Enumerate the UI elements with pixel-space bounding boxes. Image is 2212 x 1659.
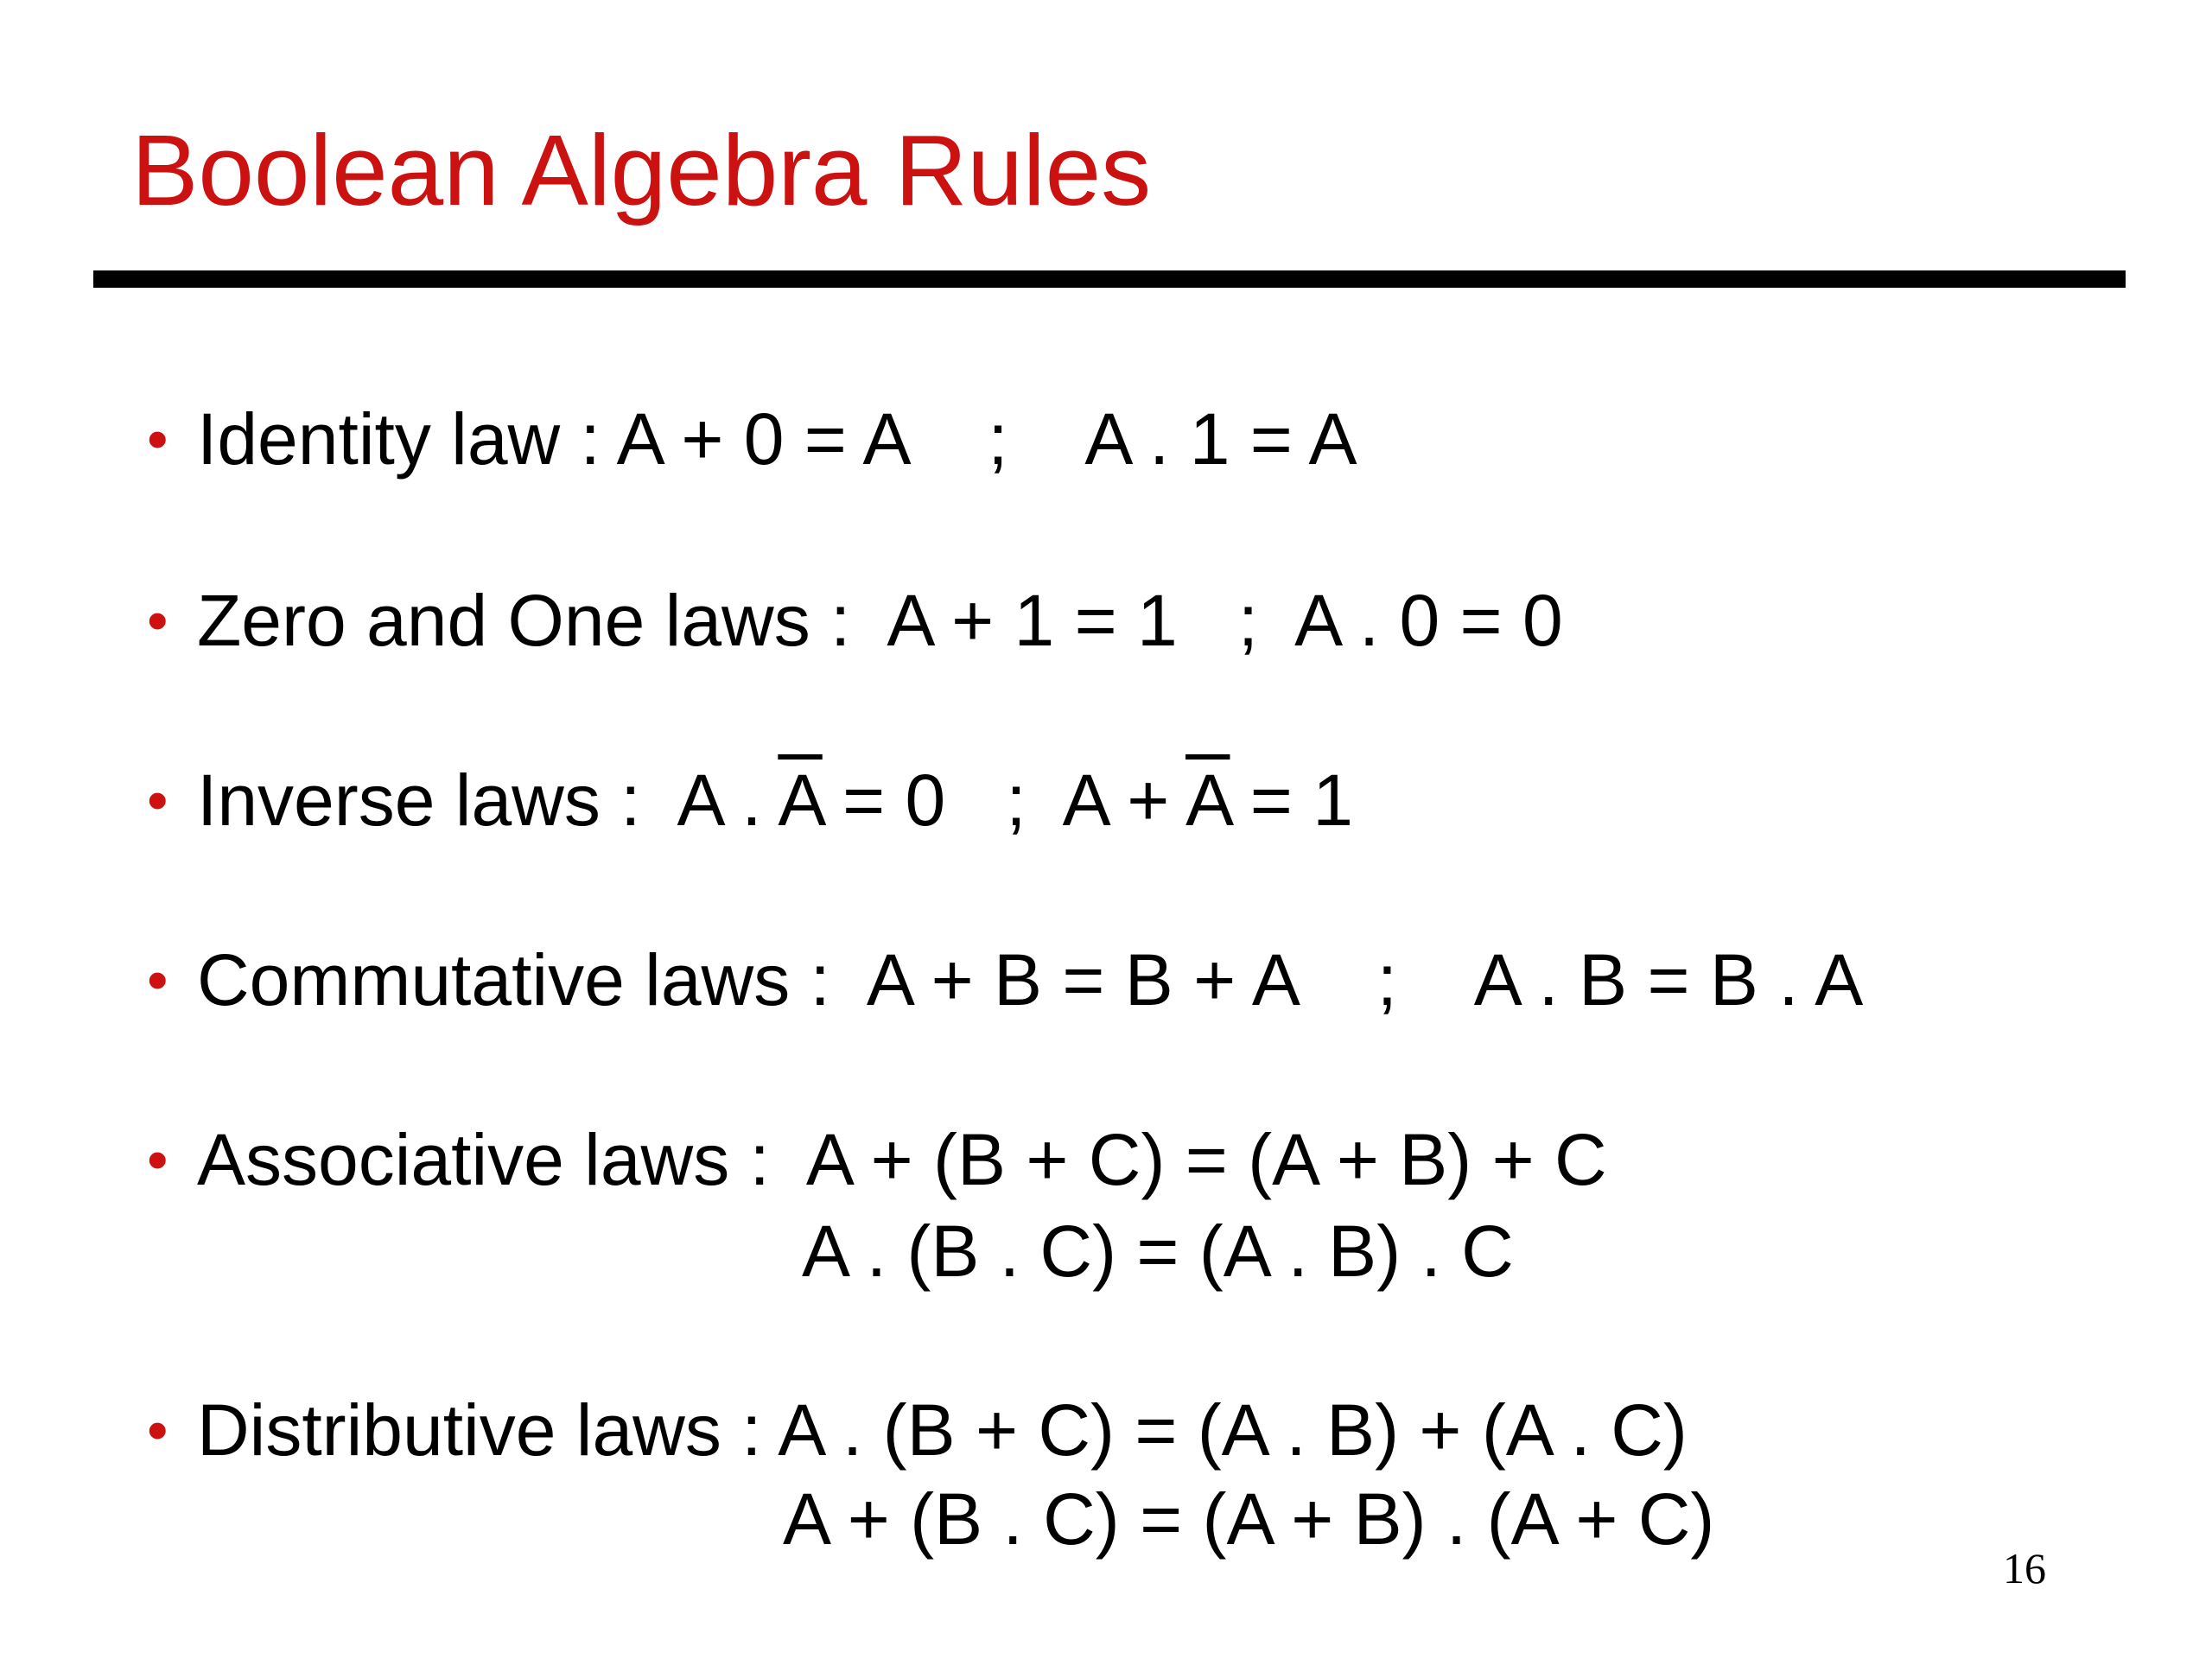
slide-title: Boolean Algebra Rules <box>131 114 1152 226</box>
inverse-laws-end: = 1 <box>1230 760 1353 841</box>
bullet-icon: • <box>147 587 168 654</box>
page-number: 16 <box>2003 1544 2046 1592</box>
bullet-icon: • <box>147 1126 168 1193</box>
identity-law-text: Identity law : A + 0 = A ; A . 1 = A <box>197 398 1357 480</box>
complement-a-1: $\overline{A}$ <box>778 760 823 841</box>
commutative-laws-text: Commutative laws : A + B = B + A ; A . B = B . A <box>197 939 1864 1020</box>
bullet-icon: • <box>147 1396 168 1464</box>
complement-a-2: $\overline{A}$ <box>1185 760 1230 841</box>
inverse-laws-label: Inverse laws : A . <box>197 760 779 841</box>
distributive-laws-line1: Distributive laws : A . (B + C) = (A . B) + (A . C) <box>197 1389 1688 1471</box>
inverse-laws-text <box>197 757 1353 843</box>
distributive-laws-line2: A + (B . C) = (A + B) . (A + C) <box>783 1478 1715 1560</box>
associative-laws-line1: Associative laws : A + (B + C) = (A + B) + C <box>197 1119 1607 1200</box>
zero-one-laws-text: Zero and One laws : A + 1 = 1 ; A . 0 = 0 <box>197 580 1563 661</box>
bullet-icon: • <box>147 405 168 473</box>
bullet-icon: • <box>147 766 168 834</box>
associative-laws-line2: A . (B . C) = (A . B) . C <box>802 1211 1514 1292</box>
inverse-laws-mid: = 0 ; A + <box>822 760 1186 841</box>
bullet-icon: • <box>147 946 168 1014</box>
title-divider <box>93 270 2126 288</box>
